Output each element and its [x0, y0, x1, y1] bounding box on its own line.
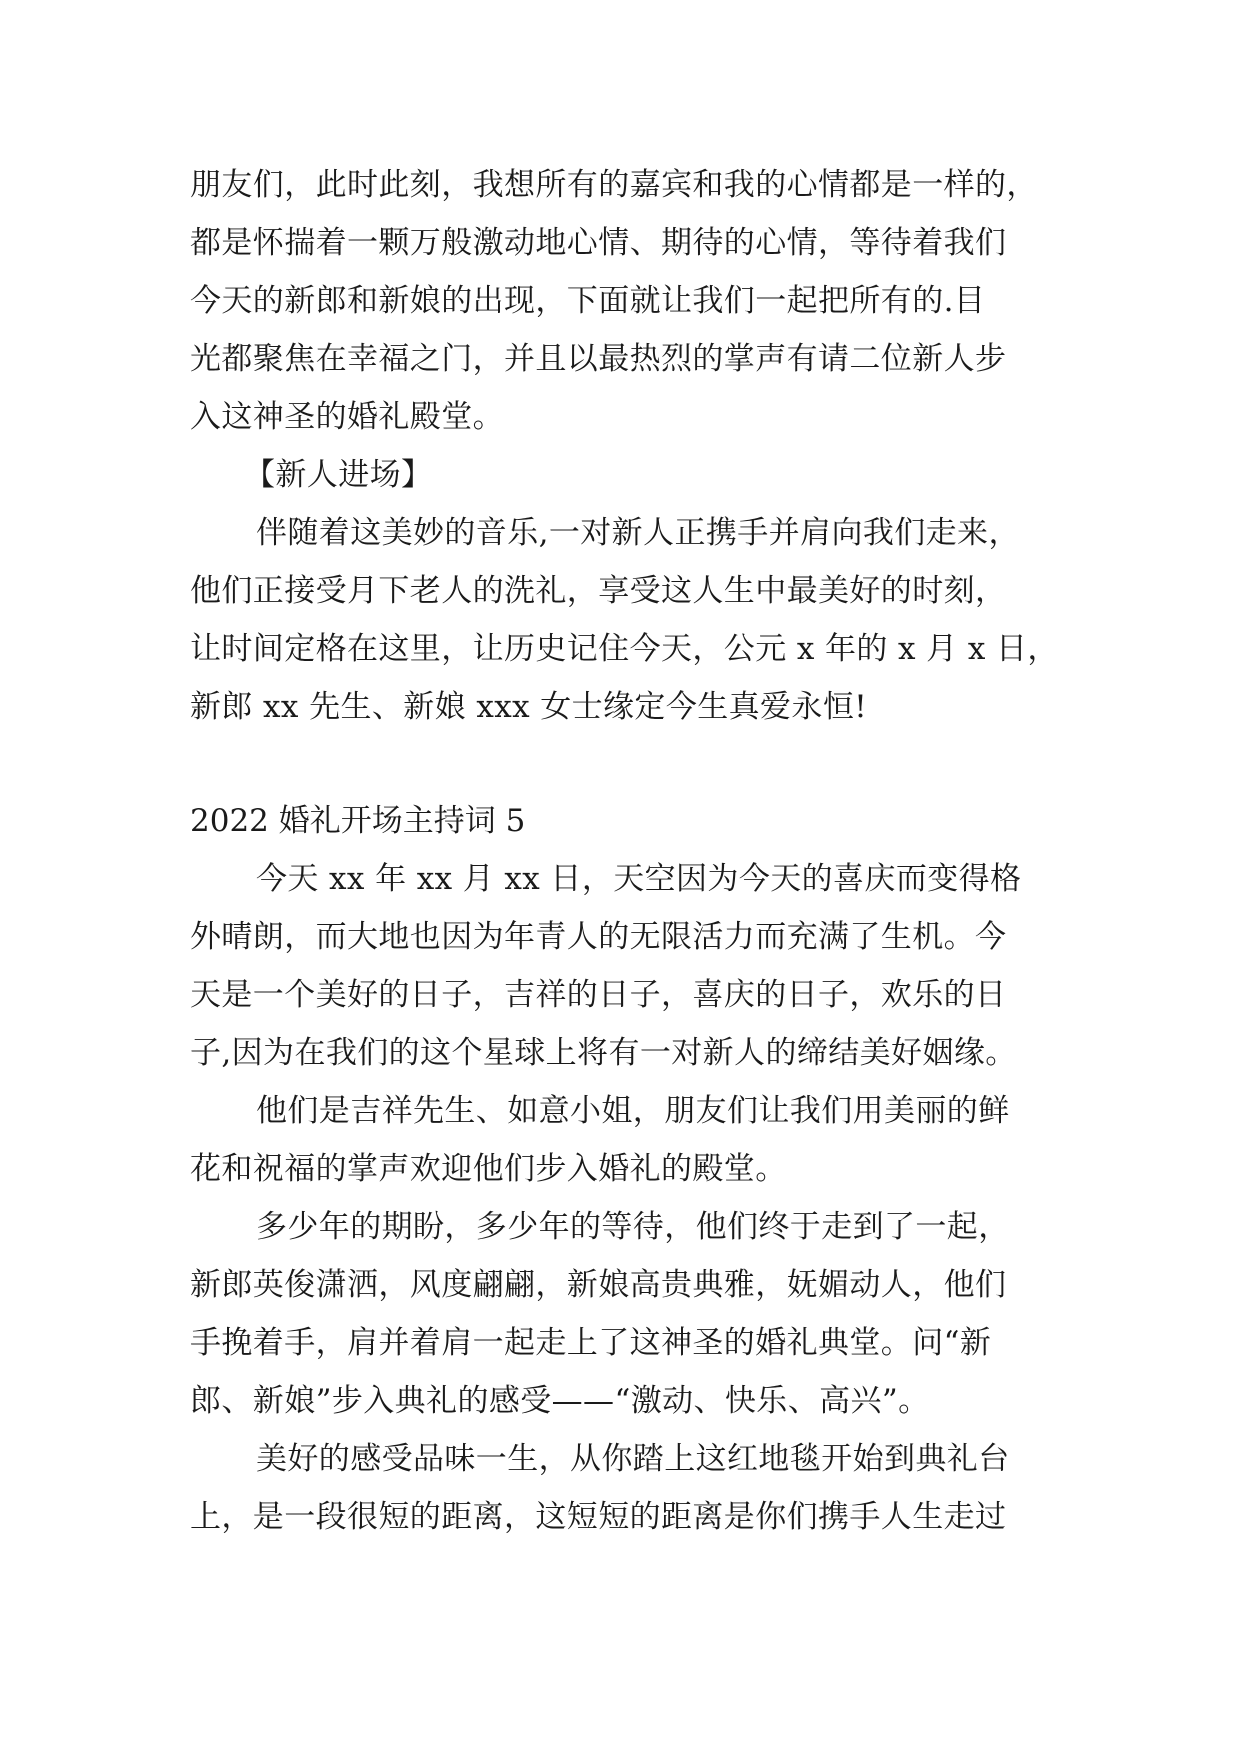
paragraph-1-line-1: 朋友们，此时此刻，我想所有的嘉宾和我的心情都是一样的，: [190, 167, 1038, 203]
paragraph-5-line-1: 多少年的期盼，多少年的等待，他们终于走到了一起，: [256, 1209, 1010, 1245]
paragraph-6-line-1: 美好的感受品味一生，从你踏上这红地毯开始到典礼台: [256, 1441, 1010, 1477]
paragraph-2-line-4: 新郎 xx 先生、新娘 xxx 女士缘定今生真爱永恒!: [190, 689, 868, 725]
paragraph-1-line-3: 今天的新郎和新娘的出现，下面就让我们一起把所有的.目: [190, 283, 986, 319]
section-heading: 2022 婚礼开场主持词 5: [190, 803, 526, 839]
paragraph-5-line-3: 手挽着手，肩并着肩一起走上了这神圣的婚礼典堂。问“新: [190, 1325, 992, 1361]
paragraph-2-line-1: 伴随着这美妙的音乐,一对新人正携手并肩向我们走来，: [256, 515, 1020, 551]
paragraph-2-line-3: 让时间定格在这里，让历史记住今天，公元 x 年的 x 月 x 日，: [190, 631, 1059, 667]
paragraph-5-line-2: 新郎英俊潇洒，风度翩翩，新娘高贵典雅，妩媚动人，他们: [190, 1267, 1007, 1303]
paragraph-6-line-2: 上，是一段很短的距离，这短短的距离是你们携手人生走过: [190, 1499, 1007, 1535]
paragraph-3-line-4: 子,因为在我们的这个星球上将有一对新人的缔结美好姻缘。: [190, 1035, 1017, 1071]
paragraph-3-line-3: 天是一个美好的日子，吉祥的日子，喜庆的日子，欢乐的日: [190, 977, 1007, 1013]
paragraph-1-line-4: 光都聚焦在幸福之门，并且以最热烈的掌声有请二位新人步: [190, 341, 1007, 377]
paragraph-4-line-2: 花和祝福的掌声欢迎他们步入婚礼的殿堂。: [190, 1151, 787, 1187]
paragraph-1-line-2: 都是怀揣着一颗万般激动地心情、期待的心情，等待着我们: [190, 225, 1007, 261]
paragraph-5-line-4: 郎、新娘”步入典礼的感受——“激动、快乐、高兴”。: [190, 1383, 930, 1419]
paragraph-3-line-2: 外晴朗，而大地也因为年青人的无限活力而充满了生机。今: [190, 919, 1007, 955]
paragraph-1-line-5: 入这神圣的婚礼殿堂。: [190, 399, 504, 435]
paragraph-3-line-1: 今天 xx 年 xx 月 xx 日，天空因为今天的喜庆而变得格: [256, 861, 1022, 897]
section-marker: 【新人进场】: [244, 457, 433, 493]
paragraph-4-line-1: 他们是吉祥先生、如意小姐，朋友们让我们用美丽的鲜: [256, 1093, 1010, 1129]
paragraph-2-line-2: 他们正接受月下老人的洗礼，享受这人生中最美好的时刻，: [190, 573, 1007, 609]
